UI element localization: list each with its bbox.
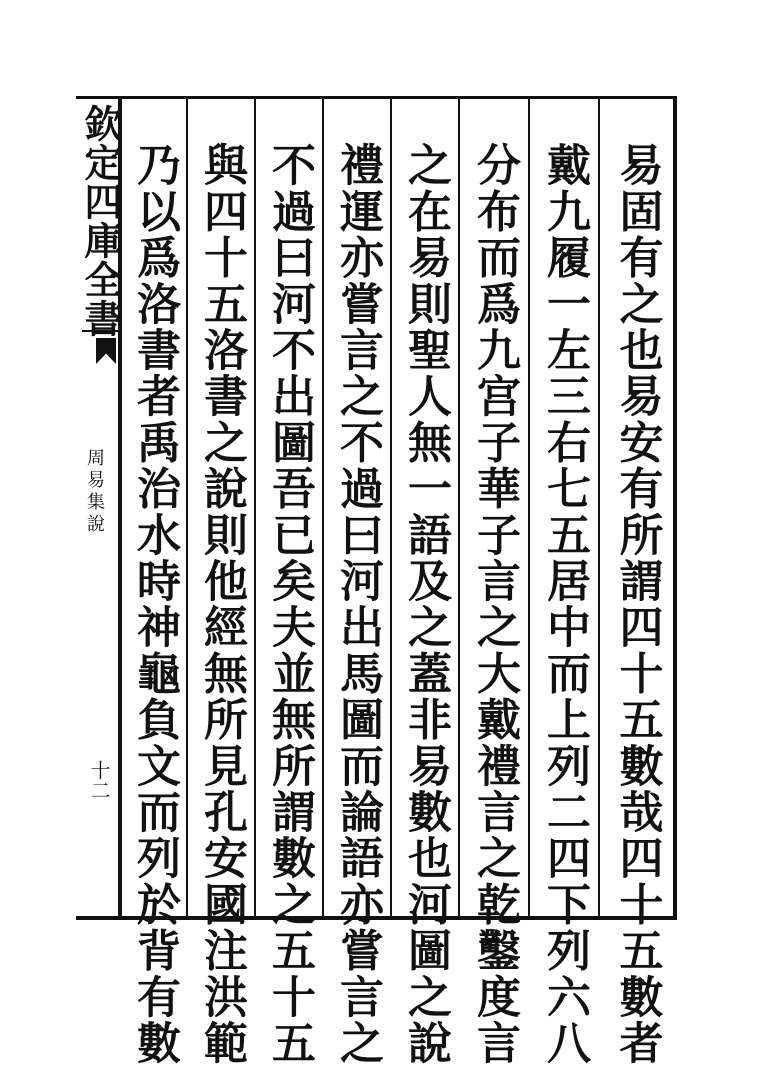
text-column-3 — [458, 98, 528, 1066]
section-title: 周易集說 — [84, 448, 105, 536]
column-text: 與四十五洛書之說則他經無所見孔安國注洪範 — [196, 142, 247, 1066]
text-column-8 — [120, 98, 186, 1066]
text-column-5 — [322, 98, 390, 1066]
column-text: 乃以爲洛書者禹治水時神龜負文而列於背有數 — [129, 142, 180, 1066]
column-text: 不過曰河不出圖吾已矣夫並無所謂數之五十五 — [264, 142, 315, 1066]
margin-divider — [82, 330, 118, 332]
column-text: 禮運亦嘗言之不過曰河出馬圖而論語亦嘗言之 — [332, 142, 383, 1066]
page-number: 十二 — [87, 760, 111, 800]
text-column-2 — [528, 98, 598, 1066]
column-text: 分布而爲九宫子華子言之大戴禮言之乾鑿度言 — [469, 142, 520, 1066]
column-text: 易固有之也易安有所謂四十五數哉四十五數者 — [611, 142, 663, 1066]
book-title: 欽定四庫全書 — [78, 104, 123, 338]
text-column-1 — [598, 98, 673, 1066]
column-text: 戴九履一左三右七五居中而上列二四下列六八 — [539, 142, 590, 1066]
text-column-6 — [254, 98, 322, 1066]
text-column-4 — [390, 98, 458, 1066]
column-text: 之在易則聖人無一語及之蓋非易數也河圖之說 — [400, 142, 451, 1066]
text-column-7 — [186, 98, 254, 1066]
